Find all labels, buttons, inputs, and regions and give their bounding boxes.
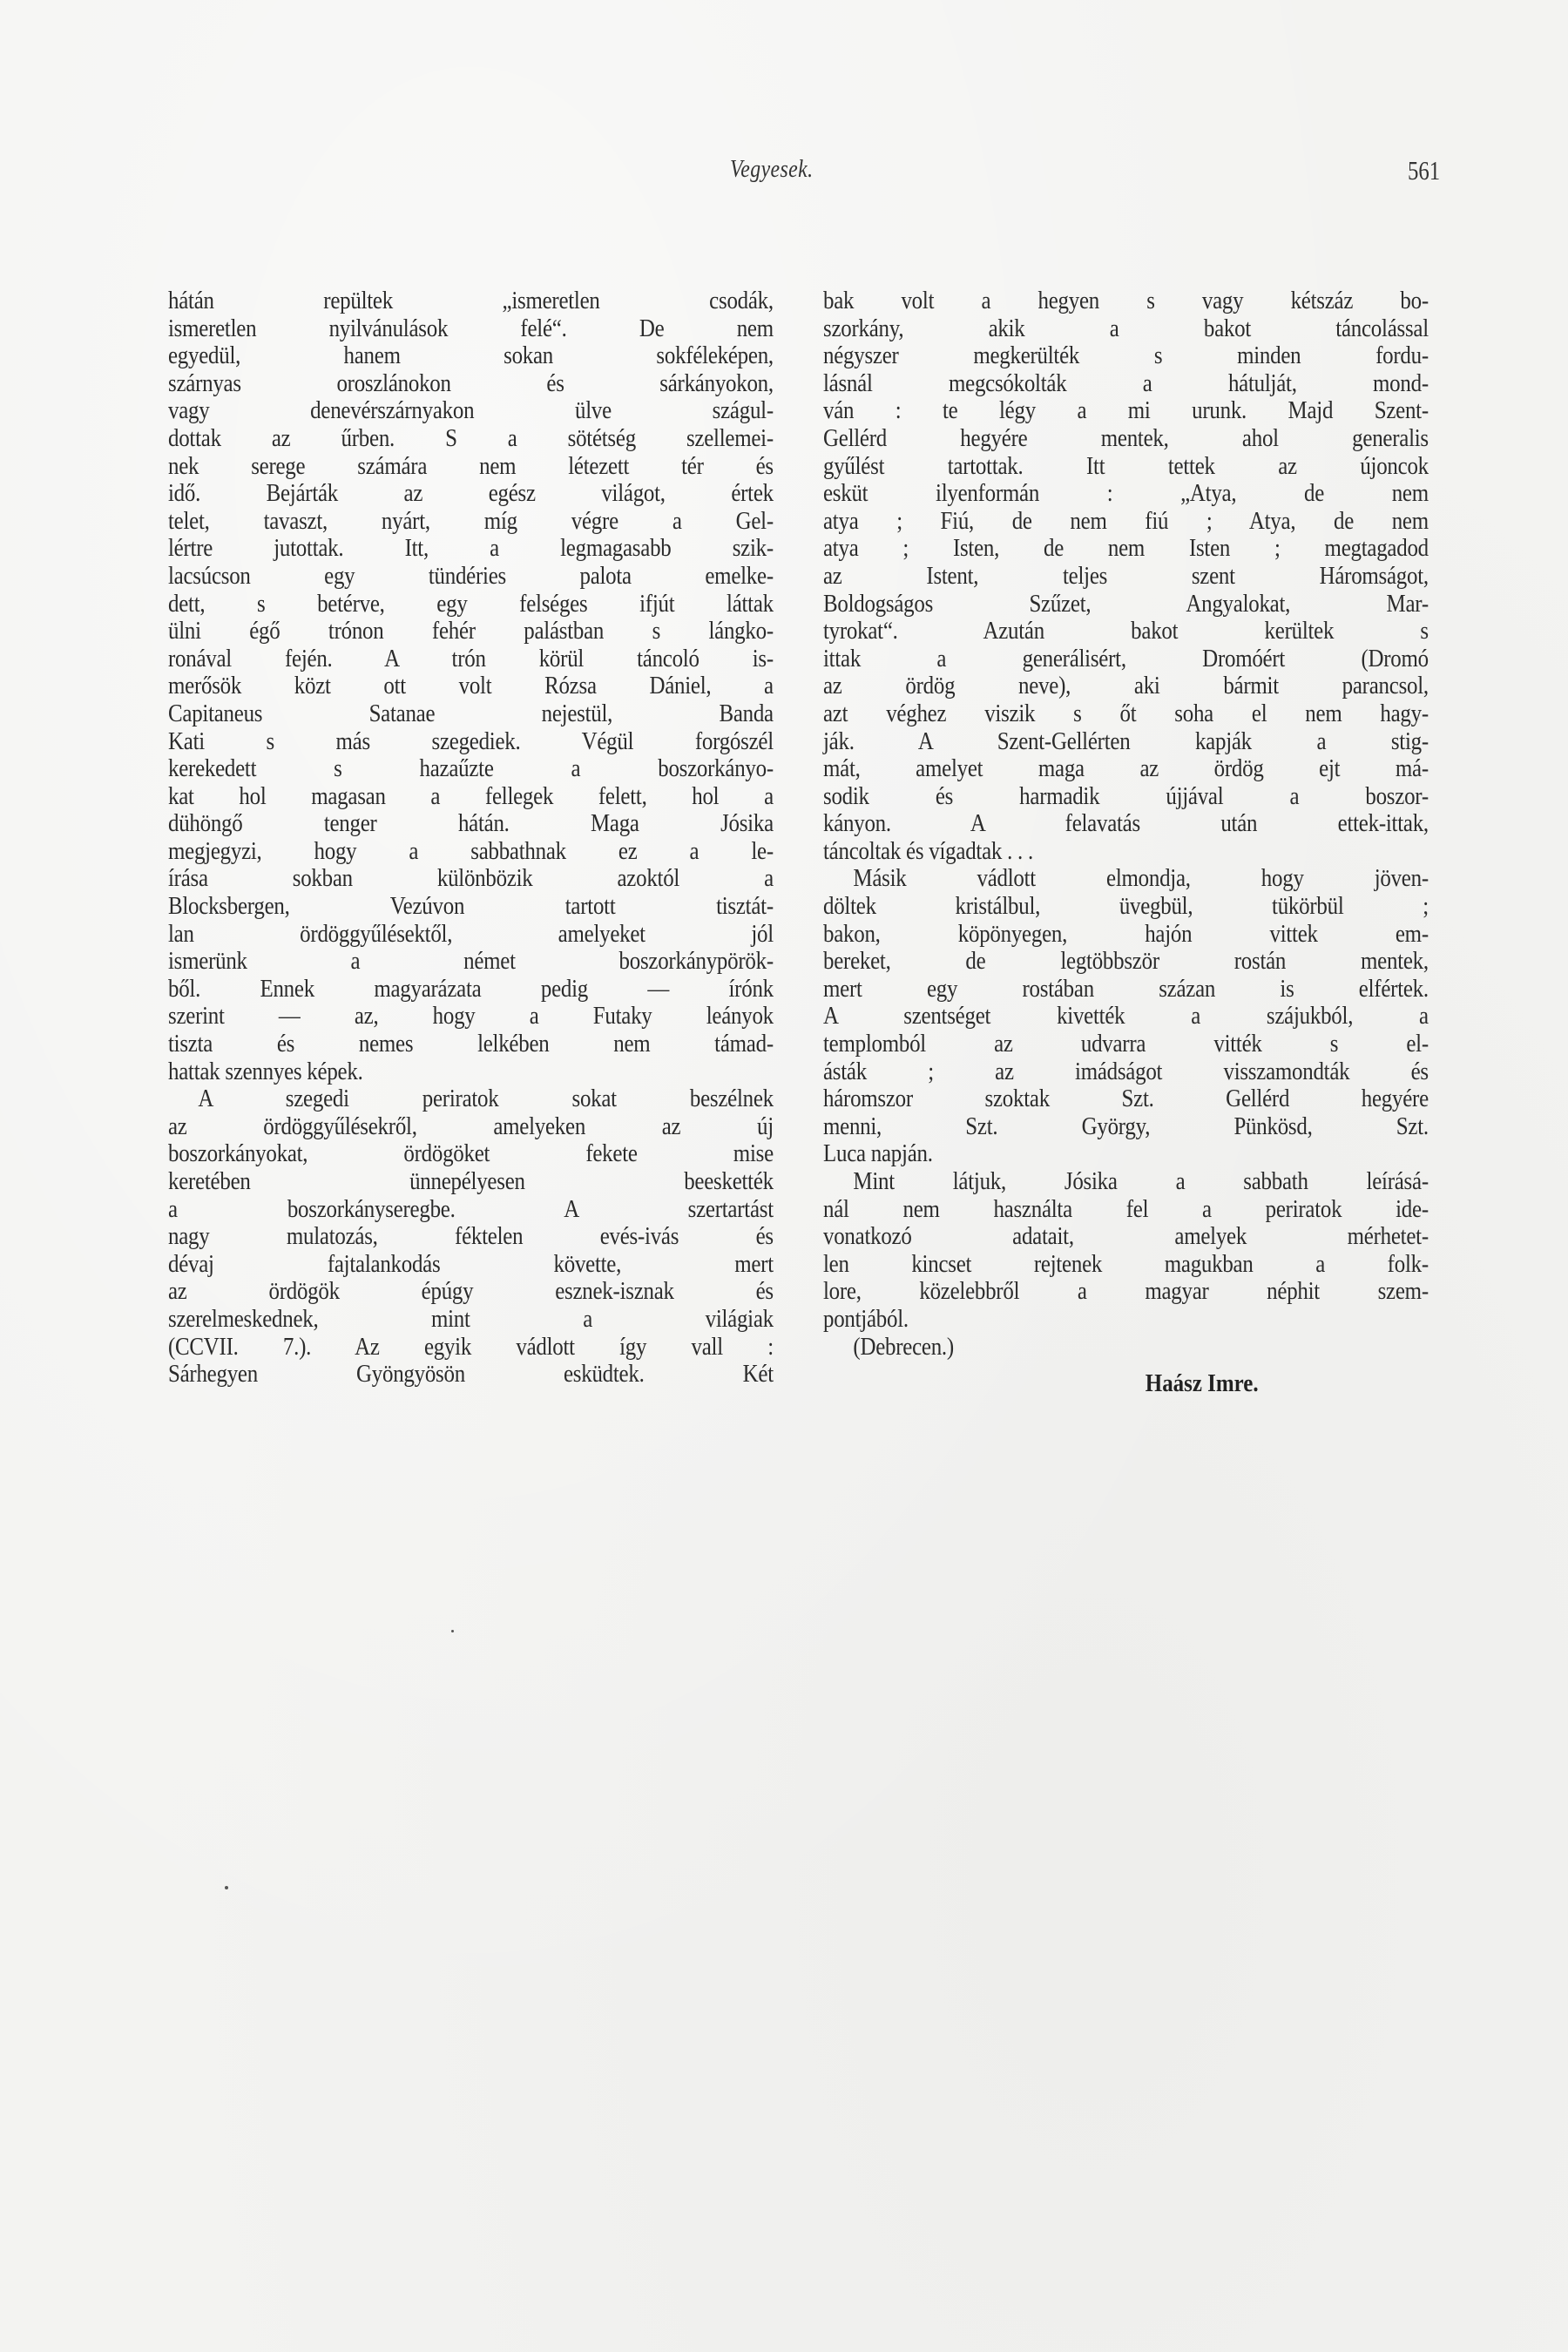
author-signature: Haász Imre. <box>1145 1369 1259 1398</box>
left-column <box>168 287 774 1389</box>
text-line: hattak szennyes képek. <box>168 1057 363 1085</box>
right-column <box>823 287 1429 1401</box>
text-line: szorkány, akik a bakot táncolással <box>823 314 1429 342</box>
text-line: len kincset rejtenek magukban a folk- <box>823 1249 1429 1278</box>
text-line: vonatkozó adatait, amelyek mérhetet- <box>823 1222 1429 1251</box>
text-line: telet, tavaszt, nyárt, míg végre a Gel- <box>168 506 774 535</box>
text-line: kat hol magasan a fellegek felett, hol a <box>168 781 774 810</box>
text-line: nál nem használta fel a periratok ide- <box>823 1194 1429 1223</box>
text-line: Boldogságos Szűzet, Angyalokat, Mar- <box>823 589 1429 618</box>
text-line: merősök közt ott volt Rózsa Dániel, a <box>168 672 774 700</box>
text-line: ismeretlen nyilvánulások felé“. De nem <box>168 314 774 342</box>
page-number: 561 <box>1408 155 1441 186</box>
text-line: bakon, köpönyegen, hajón vittek em- <box>823 919 1429 948</box>
text-line: lacsúcson egy tündéries palota emelke- <box>168 561 774 590</box>
text-line: Sárhegyen Gyöngyösön esküdtek. Két <box>168 1360 774 1389</box>
text-line: dühöngő tenger hátán. Maga Jósika <box>168 809 774 838</box>
text-line: azt véghez viszik s őt soha el nem hagy- <box>823 699 1429 727</box>
text-line: lértre jutottak. Itt, a legmagasabb szik- <box>168 534 774 563</box>
text-line: ből. Ennek magyarázata pedig — írónk <box>168 974 774 1003</box>
text-line: döltek kristálbul, üvegbül, tükörbül ; <box>823 892 1429 921</box>
paragraph-start-line: Mint látjuk, Jósika a sabbath leírásá- <box>853 1167 1429 1195</box>
text-line: ismerünk a német boszorkánypörök- <box>168 947 774 976</box>
text-line: lore, közelebbről a magyar néphit szem- <box>823 1277 1429 1306</box>
text-line: esküt ilyenformán : „Atya, de nem <box>823 479 1429 508</box>
text-line: Capitaneus Satanae nejestül, Banda <box>168 699 774 727</box>
text-line: ásták ; az imádságot visszamondták és <box>823 1057 1429 1085</box>
text-line: az ördög neve), aki bármit parancsol, <box>823 672 1429 700</box>
text-line: háromszor szoktak Szt. Gellérd hegyére <box>823 1085 1429 1113</box>
text-line: tyrokat“. Azután bakot kerültek s <box>823 617 1429 645</box>
text-line: ittak a generálisért, Dromóért (Dromó <box>823 644 1429 672</box>
text-line: bak volt a hegyen s vagy kétszáz bo- <box>823 287 1429 314</box>
text-line: ronával fején. A trón körül táncoló is- <box>168 644 774 672</box>
text-line: kányon. A felavatás után ettek-ittak, <box>823 809 1429 838</box>
text-line: kerekedett s hazaűzte a boszorkányo- <box>168 754 774 783</box>
text-line: Luca napján. <box>823 1139 933 1168</box>
text-line: tiszta és nemes lelkében nem támad- <box>168 1030 774 1058</box>
text-line: hátán repültek „ismeretlen csodák, <box>168 287 774 314</box>
text-line: gyűlést tartottak. Itt tettek az újoncok <box>823 451 1429 480</box>
paper-speck <box>225 1886 228 1889</box>
text-line: lan ördöggyűlésektől, amelyeket jól <box>168 919 774 948</box>
text-line: Blocksbergen, Vezúvon tartott tisztát- <box>168 892 774 921</box>
text-line: idő. Bejárták az egész világot, értek <box>168 479 774 508</box>
text-line: dévaj fajtalankodás követte, mert <box>168 1249 774 1278</box>
text-line: szárnyas oroszlánokon és sárkányokon, <box>168 368 774 397</box>
text-line: egyedül, hanem sokan sokféleképen, <box>168 341 774 370</box>
text-line: mát, amelyet maga az ördög ejt má- <box>823 754 1429 783</box>
text-line: pontjából. <box>823 1304 909 1333</box>
text-line: mert egy rostában százan is elfértek. <box>823 974 1429 1003</box>
paragraph-start-line: Másik vádlott elmondja, hogy jöven- <box>853 864 1429 893</box>
paragraph-start-line: A szegedi periratok sokat beszélnek <box>198 1085 774 1113</box>
text-line: táncoltak és vígadtak . . . <box>823 836 1033 865</box>
text-line: szerint — az, hogy a Futaky leányok <box>168 1002 774 1031</box>
running-head <box>0 155 1568 199</box>
text-line: templomból az udvarra vitték s el- <box>823 1030 1429 1058</box>
text-line: menni, Szt. György, Pünkösd, Szt. <box>823 1112 1429 1140</box>
text-line: keretében ünnepélyesen beeskették <box>168 1167 774 1195</box>
text-line: dottak az űrben. S a sötétség szellemei- <box>168 423 774 452</box>
text-line: dett, s betérve, egy felséges ifjút láttak <box>168 589 774 618</box>
text-line: az ördöggyűlésekről, amelyeken az új <box>168 1112 774 1140</box>
running-title: Vegyesek. <box>730 155 814 183</box>
text-line: lásnál megcsókolták a hátulját, mond- <box>823 368 1429 397</box>
text-line: Gellérd hegyére mentek, ahol generalis <box>823 423 1429 452</box>
text-line: (CCVII. 7.). Az egyik vádlott így vall : <box>168 1332 774 1361</box>
text-line: sodik és harmadik újjával a boszor- <box>823 781 1429 810</box>
text-line: az ördögök épúgy esznek-isznak és <box>168 1277 774 1306</box>
text-line: írása sokban különbözik azoktól a <box>168 864 774 893</box>
text-line: atya ; Isten, de nem Isten ; megtagadod <box>823 534 1429 563</box>
text-line: vagy denevérszárnyakon ülve szágul- <box>168 396 774 425</box>
text-line: bereket, de legtöbbször rostán mentek, <box>823 947 1429 976</box>
text-line: nek serege számára nem létezett tér és <box>168 451 774 480</box>
paper-speck <box>451 1630 454 1632</box>
text-line: a boszorkányseregbe. A szertartást <box>168 1194 774 1223</box>
place-dateline: (Debrecen.) <box>853 1332 954 1361</box>
text-line: ják. A Szent-Gellérten kapják a stig- <box>823 727 1429 755</box>
text-line: négyszer megkerülték s minden fordu- <box>823 341 1429 370</box>
text-line: megjegyzi, hogy a sabbathnak ez a le- <box>168 836 774 865</box>
text-line: atya ; Fiú, de nem fiú ; Atya, de nem <box>823 506 1429 535</box>
text-line: boszorkányokat, ördögöket fekete mise <box>168 1139 774 1168</box>
text-line: Kati s más szegediek. Végül forgószél <box>168 727 774 755</box>
text-line: az Istent, teljes szent Háromságot, <box>823 561 1429 590</box>
text-line: nagy mulatozás, féktelen evés-ivás és <box>168 1222 774 1251</box>
text-line: ván : te légy a mi urunk. Majd Szent- <box>823 396 1429 425</box>
text-line: ülni égő trónon fehér palástban s lángko- <box>168 617 774 645</box>
text-line: szerelmeskednek, mint a világiak <box>168 1304 774 1333</box>
text-line: A szentséget kivették a szájukból, a <box>823 1002 1429 1031</box>
